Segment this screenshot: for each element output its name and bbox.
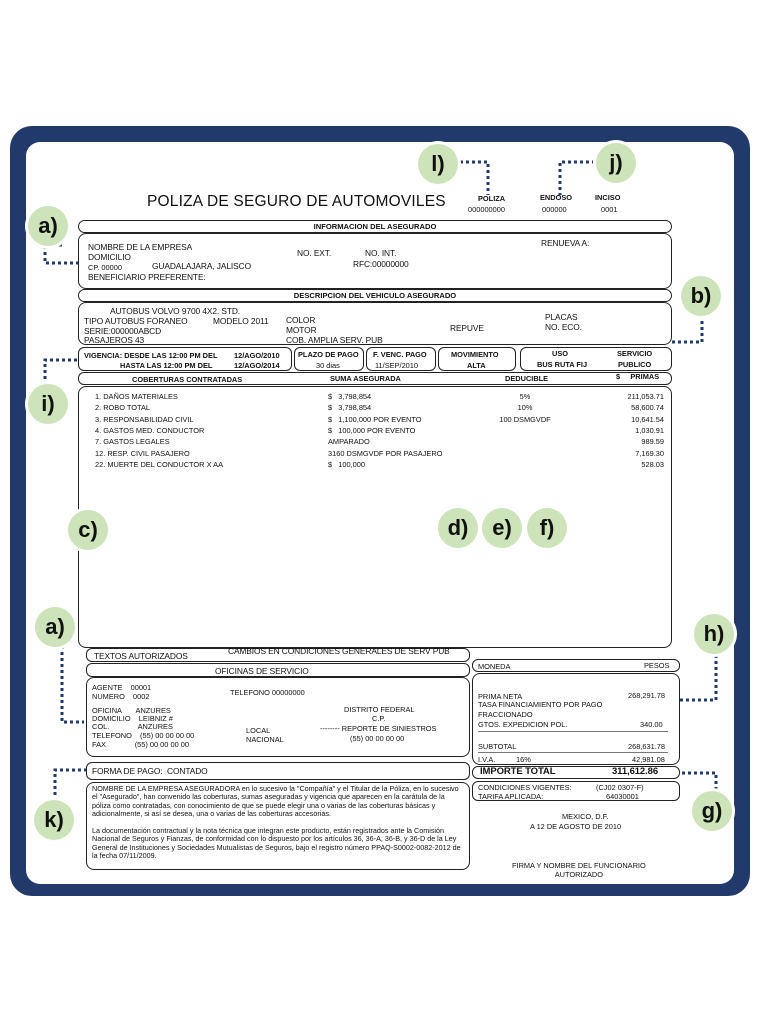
fvenc-value: 11/SEP/2010 [375,361,419,370]
iva-pct: 16% [516,755,531,764]
movimiento-label: MOVIMIENTO [451,350,499,359]
coverage-prima: 10,641.54 [631,414,664,424]
endoso-value: 000000 [542,205,567,214]
moneda-value: PESOS [644,661,670,670]
oficinas-domicilio: DOMICILIO LEIBNIZ # [92,714,173,723]
coverage-deducible: 5% [519,392,531,401]
coverage-name: 22. MUERTE DEL CONDUCTOR X AA [95,459,223,469]
subtotal-rule [478,752,668,753]
oficinas-telefono: TELEFONO 00000000 [230,688,305,697]
badge-j: j) [596,143,636,183]
coverage-prima: 1,030.91 [635,425,664,435]
iva-value: 42,981.08 [632,755,665,764]
vehiculo-color: COLOR [286,315,316,325]
uso-value: BUS RUTA FIJ [537,360,588,369]
asegurado-nombre: NOMBRE DE LA EMPRESA [88,242,193,252]
servicio-label: SERVICIO [617,349,653,358]
document-title: POLIZA DE SEGURO DE AUTOMOVILES [147,193,446,210]
vehiculo-repuve: REPUVE [450,323,484,333]
vehiculo-modelo: MODELO 2011 [213,316,269,326]
forma-pago: FORMA DE PAGO: CONTADO [92,766,208,776]
poliza-value: 000000000 [468,205,505,214]
vigencia-date2: 12/AGO/2014 [234,361,280,370]
prima-neta-value: 268,291.78 [628,691,665,700]
badge-f: f) [527,508,567,548]
importe-label: IMPORTE TOTAL [480,766,556,777]
condiciones-label: CONDICIONES VIGENTES: [478,783,572,792]
vigencia-date1: 12/AGO/2010 [234,351,280,360]
coverage-name: 12. RESP. CIVIL PASAJERO [95,448,190,458]
legal-paragraph-2: La documentación contractual y la nota técnica que integran este producto, están registrados ante la Comisión Nacional de Seguros y Fianzas, de conformidad con lo dispuesto por los artículos 36, 36-A, 36-B, y 36-D de la Ley General de Instituciones y Sociedades Mutualistas de Seguros, bajo el registro número PPAQ-S0002-0082-2012 de la fecha 07/11/2009. [92,826,463,861]
badge-a-top: a) [28,206,68,246]
legal-paragraph-1: NOMBRE DE LA EMPRESA ASEGURADORA en lo sucesivo la "Compañía" y el Titular de la Póliza, en lo sucesivo el "Asegurado", han convenido las coberturas, sumas aseguradas y vigencia que aparecen en la carátula de la póliza como contratadas, con conocimiento de que se puede elegir una o varias de las coberturas básicas y adicionalmente, si así se desea, una o varias de las coberturas accesorias. [92,784,461,819]
oficinas-reporte: -------- REPORTE DE SINIESTROS [320,724,437,733]
asegurado-domicilio: DOMICILIO [88,252,131,262]
prima-neta-label: PRIMA NETA [478,692,523,701]
oficinas-label: OFICINAS DE SERVICIO [215,666,309,676]
coverage-name: 2. ROBO TOTAL [95,403,151,413]
asegurado-no-int: NO. INT. [365,248,397,258]
lugar: MEXICO, D.F. [562,812,609,821]
vehiculo-tipo: TIPO AUTOBUS FORANEO [84,316,188,326]
asegurado-no-ext: NO. EXT. [297,248,332,258]
coverage-name: 1. DAÑOS MATERIALES [95,392,178,401]
asegurado-section-label: INFORMACION DEL ASEGURADO [78,220,672,233]
coverage-deducible: 100 DSMGVDF [499,414,551,424]
inciso-value: 0001 [601,205,618,214]
badge-b: b) [681,276,721,316]
badge-i: i) [28,384,68,424]
coverage-suma: 3160 DSMGVDF POR PASAJERO [328,448,443,458]
coverage-prima: 58,600.74 [631,403,664,413]
asegurado-beneficiario: BENEFICIARIO PREFERENTE: [88,272,206,282]
coverage-name: 7. GASTOS LEGALES [95,437,170,447]
fvenc-label: F. VENC. PAGO [373,350,427,359]
coverage-name: 4. GASTOS MED. CONDUCTOR [95,425,205,435]
badge-e: e) [482,508,522,548]
oficinas-agente: AGENTE 00001 [92,683,152,692]
oficinas-oficina: OFICINA ANZURES [92,706,171,715]
coverage-deducible: 10% [517,403,533,413]
vigencia-line2: HASTA LAS 12:00 PM DEL [120,361,213,370]
plazo-label: PLAZO DE PAGO [298,350,359,359]
deducible-header-label: DEDUCIBLE [505,374,549,383]
oficinas-reporte-tel: (55) 00 00 00 00 [350,734,405,743]
servicio-value: PUBLICO [618,360,652,369]
coverage-prima: 211,053.71 [627,392,664,401]
badge-c: c) [68,510,108,550]
uso-label: USO [552,349,569,358]
vehiculo-motor: MOTOR [286,325,317,335]
inciso-label: INCISO [595,193,621,202]
asegurado-rfc: RFC:00000000 [353,259,409,269]
vigencia-line1: VIGENCIA: DESDE LAS 12:00 PM DEL [84,351,218,360]
vehiculo-section-label: DESCRIPCION DEL VEHICULO ASEGURADO [78,289,672,302]
coverage-suma: $ 3,798,854 [328,392,372,401]
gtos-value: 340.00 [640,720,663,729]
suma-header-label: SUMA ASEGURADA [330,374,401,383]
oficinas-distrito: DISTRITO FEDERAL [344,705,415,714]
iva-label: I.V.A. [478,755,496,764]
tarifa-value: 64030001 [606,792,639,801]
asegurado-renueva: RENUEVA A: [541,238,590,248]
firma: FIRMA Y NOMBRE DEL FUNCIONARIO AUTORIZADO [512,861,646,879]
coverage-suma: $ 100,000 POR EVENTO [328,425,416,435]
badge-h: h) [694,614,734,654]
oficinas-local: LOCAL [246,726,271,735]
poliza-label: POLIZA [478,194,506,203]
plazo-value: 30 dias [316,361,340,370]
asegurado-ciudad: GUADALAJARA, JALISCO [152,261,251,271]
importe-value: 311,612.86 [612,766,659,777]
vehiculo-cob: COB. AMPLIA SERV. PUB [286,335,383,345]
badge-g: g) [692,791,732,831]
vehiculo-pasajeros: PASAJEROS 43 [84,335,145,345]
oficinas-cp: C.P. [372,714,386,723]
tasa-label: TASA FINANCIAMIENTO POR PAGO [478,700,603,709]
coverage-suma: $ 1,100,000 POR EVENTO [328,414,422,424]
vehiculo-placas: PLACAS [545,312,578,322]
coberturas-header-label: COBERTURAS CONTRATADAS [132,375,243,384]
vehiculo-serie: SERIE:000000ABCD [84,326,162,336]
coverage-suma: $ 3,798,854 [328,403,372,413]
badge-a-bottom: a) [35,607,75,647]
oficinas-numero: NUMERO 0002 [92,692,150,701]
coverage-prima: 7,169.30 [635,448,664,458]
coverage-suma: $ 100,000 [328,459,365,469]
fraccionado-label: FRACCIONADO [478,710,533,719]
textos-label: TEXTOS AUTORIZADOS [94,651,188,661]
coverage-name: 3. RESPONSABILIDAD CIVIL [95,414,194,424]
movimiento-value: ALTA [467,361,486,370]
coverage-prima: 989.59 [641,437,664,447]
primas-header-label: $ PRIMAS [616,372,660,381]
vehiculo-descripcion: AUTOBUS VOLVO 9700 4X2. STD. [110,306,241,316]
badge-d: d) [438,508,478,548]
coverage-suma: AMPARADO [328,437,370,447]
moneda-label: MONEDA [478,662,511,671]
gtos-label: GTOS. EXPEDICION POL. [478,720,568,729]
badge-l: l) [418,144,458,184]
gtos-rule [478,731,668,732]
vehiculo-no-eco: NO. ECO. [545,322,582,332]
badge-k: k) [34,800,74,840]
coverage-prima: 528.03 [641,459,664,469]
cambios-label: CAMBIOS EN CONDICIONES GENERALES DE SERV PUB [228,646,450,656]
tarifa-label: TARIFA APLICADA: [478,792,544,801]
condiciones-value: (CJ02 0307-F) [596,783,644,792]
subtotal-label: SUBTOTAL [478,742,517,751]
subtotal-value: 268,631.78 [628,742,665,751]
asegurado-cp: CP. 00000 [88,263,122,272]
oficinas-fax: FAX (55) 00 00 00 00 [92,740,189,749]
oficinas-nacional: NACIONAL [246,735,284,744]
oficinas-tel: TELEFONO (55) 00 00 00 00 [92,731,195,740]
oficinas-col: COL. ANZURES [92,722,173,731]
fecha: A 12 DE AGOSTO DE 2010 [530,822,622,831]
endoso-label: ENDOSO [540,193,573,202]
